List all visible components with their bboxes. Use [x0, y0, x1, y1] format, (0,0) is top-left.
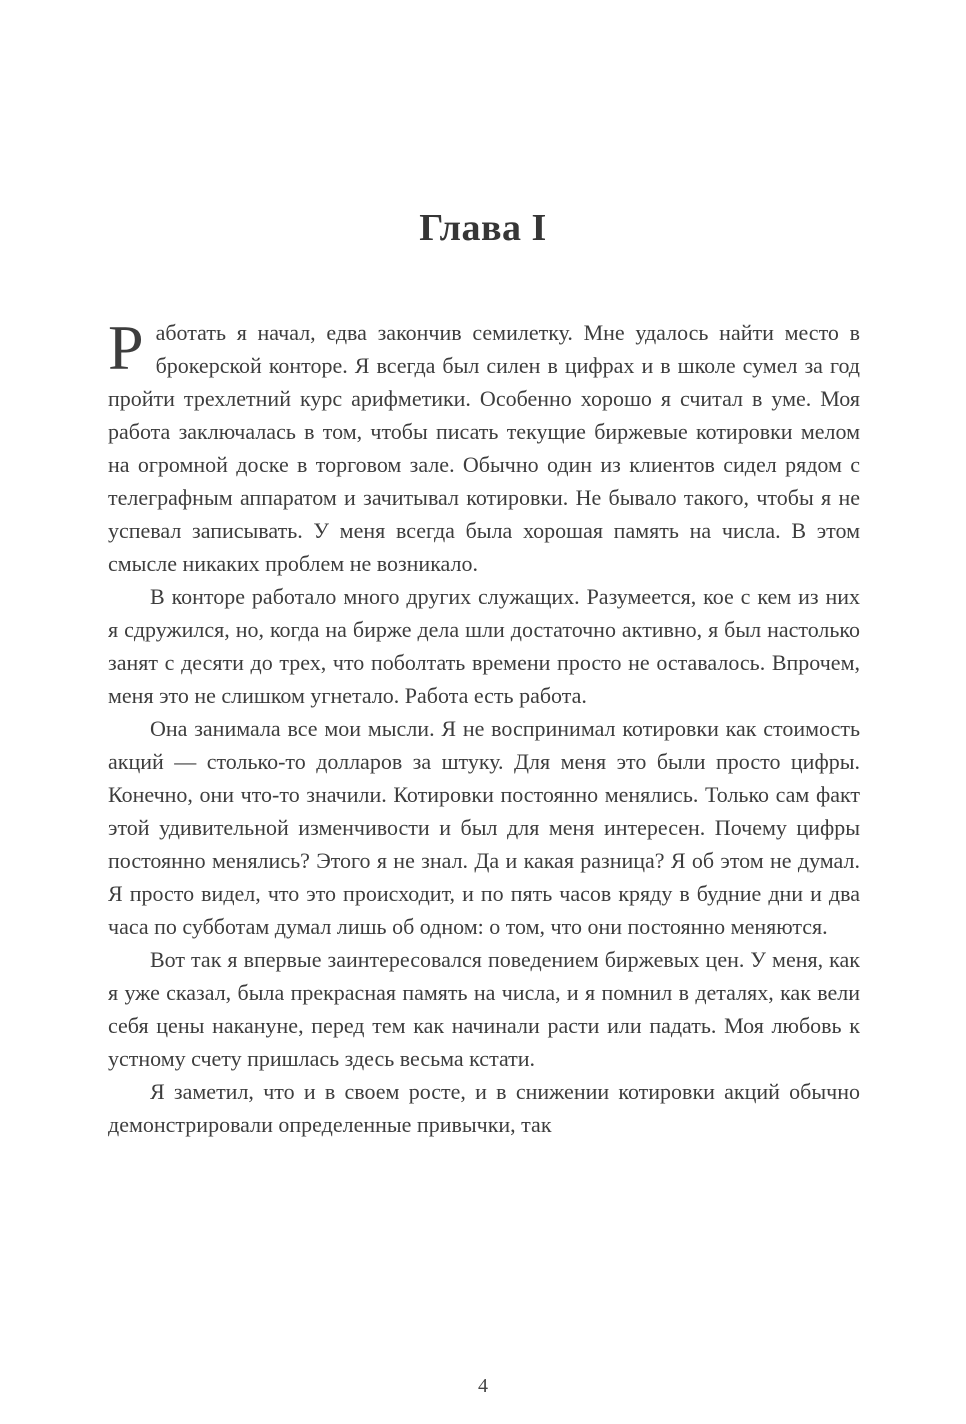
chapter-title: Глава I [419, 207, 547, 249]
page-number: 4 [478, 1375, 488, 1397]
paragraph: Она занимала все мои мысли. Я не воспринимал котировки как стоимость акций — столько-то долларов за штуку. Для меня это были просто цифры. Конечно, они что-то значили. Котировки постоянно менялись. Только сам факт этой удивительной изменчивости и был для меня интересен. Почему цифры постоянно менялись? Этого я не знал. Да и какая разница? Я об этом не думал. Я просто видел, что это происходит, и по пять часов кряду в будние дни и два часа по субботам думал лишь об одном: о том, что они постоянно меняются. [108, 716, 860, 939]
paragraph: В конторе работало много других служащих. Разумеется, кое с кем из них я сдружился, но, когда на бирже дела шли достаточно активно, я был настолько занят с десяти до трех, что поболтать времени просто не оставалось. Впрочем, меня это не слишком угнетало. Работа есть работа. [108, 584, 860, 708]
text-block [108, 312, 860, 1141]
paragraph-text: аботать я начал, едва закончив семилетку. Мне удалось найти место в брокерской конторе. Я всегда был силен в цифрах и в школе сумел за год пройти трехлетний курс арифметики. Особенно хорошо я считал в уме. Моя работа заключалась в том, чтобы писать текущие биржевые котировки мелом на огромной доске в торговом зале. Обычно один из клиентов сидел рядом с телеграфным аппаратом и зачитывал котировки. Не бывало такого, чтобы я не успевал записывать. У меня всегда была хорошая память на числа. В этом смысле никаких проблем не возникало. [108, 320, 860, 576]
paragraph: Я заметил, что и в своем росте, и в снижении котировки акций обычно демонстрировали определенные привычки, так [108, 1079, 860, 1137]
paragraph: Вот так я впервые заинтересовался поведением биржевых цен. У меня, как я уже сказал, была прекрасная память на числа, и я помнил в деталях, как вели себя цены накануне, перед тем как начинали расти или падать. Моя любовь к устному счету пришлась здесь весьма кстати. [108, 947, 860, 1071]
drop-cap: Р [108, 312, 144, 383]
paragraph [108, 312, 860, 580]
